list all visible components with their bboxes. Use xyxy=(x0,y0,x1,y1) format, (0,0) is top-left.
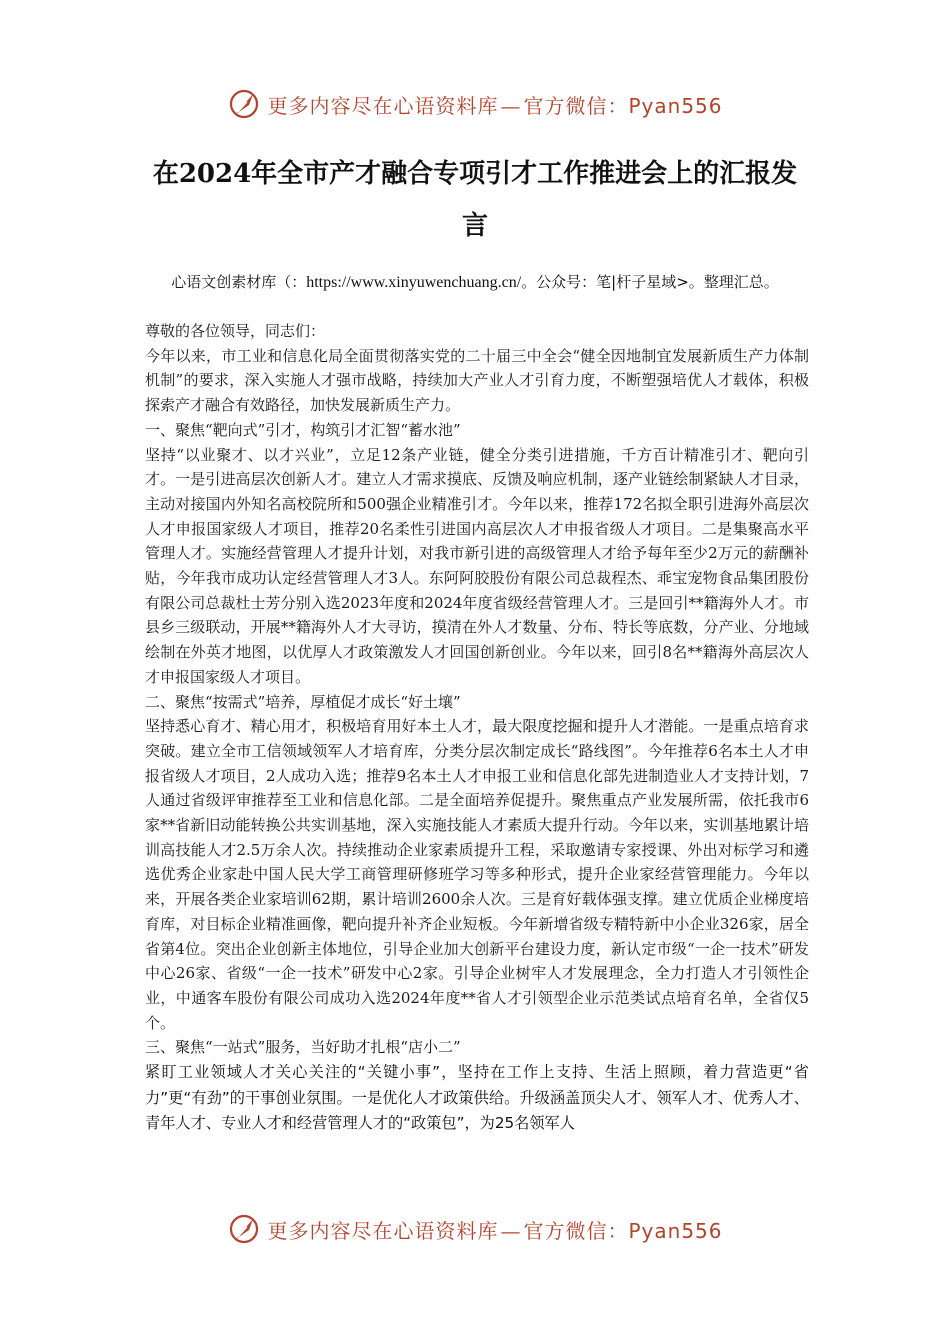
watermark-text: 更多内容尽在心语资料库 — 官方微信：Pyan556 xyxy=(267,1218,723,1243)
document-title: 在2024年全市产才融合专项引才工作推进会上的汇报发言 xyxy=(152,159,798,241)
section-heading-1: 一、聚焦“靶向式”引才，构筑引才汇智“蓄水池” xyxy=(145,420,461,439)
section-paragraph-1: 坚持“以业聚才、以才兴业”，立足12条产业链，健全分类引进措施，千方百计精准引才、靶向引才。一是引进高层次创新人才。建立人才需求摸底、反馈及响应机制，逐产业链绘制紧缺人才目录，主动对接国内外知名高校院所和500强企业精准引才。今年以来，推荐172名拟全职引进海外高层次人才申报国家级人才项目，推荐20名柔性引进国内高层次人才申报省级人才项目。二是集聚高水平管理人才。实施经营管理人才提升计划，对我市新引进的高级管理人才给予每年至少2万元的薪酬补贴，今年我市成功认定经营管理人才3人。东阿阿胶股份有限公司总裁程杰、乖宝宠物食品集团股份有限公司总裁杜士芳分别入选2023年度和2024年度省级经营管理人才。三是回引**籍海外人才。市县乡三级联动，开展**籍海外人才大寻访，摸清在外人才数量、分布、特长等底数，分产业、分地域绘制在外英才地图，以优厚人才政策激发人才回国创新创业。今年以来，回引8名**籍海外高层次人才申报国家级人才项目。 xyxy=(145,445,809,686)
section-paragraph-2: 坚持悉心育才、精心用才，积极培育用好本土人才，最大限度挖掘和提升人才潜能。一是重点培育求突破。建立全市工信领域领军人才培育库，分类分层次制定成长“路线图”。今年推荐6名本土人才申报省级人才项目，2人成功入选；推荐9名本土人才申报工业和信息化部先进制造业人才支持计划，7人通过省级评审推荐至工业和信息化部。二是全面培养促提升。聚焦重点产业发展所需，依托我市6家**省新旧动能转换公共实训基地，深入实施技能人才素质大提升行动。今年以来，实训基地累计培训高技能人才2.5万余人次。持续推动企业家素质提升工程，采取邀请专家授课、外出对标学习和遴选优秀企业家赴中国人民大学工商管理研修班学习等多种形式，提升企业家经营管理能力。今年以来，开展各类企业家培训62期，累计培训2600余人次。三是育好载体强支撑。建立优质企业梯度培育库，对目标企业精准画像，靶向提升补齐企业短板。今年新增省级专精特新中小企业326家，居全省第4位。突出企业创新主体地位，引导企业加大创新平台建设力度，新认定市级“一企一技术”研发中心26家、省级“一企一技术”研发中心2家。引导企业树牢人才发展理念，全力打造人才引领性企业，中通客车股份有限公司成功入选2024年度**省人才引领型企业示范类试点培育名单，全省仅5个。 xyxy=(145,717,809,1032)
watermark-banner-top xyxy=(0,84,950,124)
source-line: 心语文创素材库（：https://www.xinyuwenchuang.cn/。公众号：笔|杆子星域>。整理汇总。 xyxy=(171,273,779,291)
quill-logo-icon xyxy=(227,1212,261,1246)
document-body xyxy=(145,319,809,1137)
quill-logo-icon xyxy=(227,87,261,121)
watermark-text: 更多内容尽在心语资料库 — 官方微信：Pyan556 xyxy=(267,93,723,118)
section-paragraph-3: 紧盯工业领域人才关心关注的“关键小事”，坚持在工作上支持、生活上照顾，着力营造更“省力”更“有劲”的干事创业氛围。一是优化人才政策供给。升级涵盖顶尖人才、领军人才、优秀人才、青年人才、专业人才和经营管理人才的“政策包”，为25名领军人 xyxy=(145,1063,809,1133)
salutation: 尊敬的各位领导，同志们： xyxy=(145,322,326,340)
section-heading-2: 二、聚焦“按需式”培养，厚植促才成长“好土壤” xyxy=(145,692,461,711)
section-heading-3: 三、聚焦“一站式”服务，当好助才扎根“店小二” xyxy=(145,1038,461,1057)
watermark-banner-bottom xyxy=(0,1209,950,1249)
intro-paragraph: 今年以来，市工业和信息化局全面贯彻落实党的二十届三中全会“健全因地制宜发展新质生产力体制机制”的要求，深入实施人才强市战略，持续加大产业人才引育力度，不断塑强培优人才载体，积极探索产才融合有效路径，加快发展新质生产力。 xyxy=(145,346,809,415)
source-url: https://www.xinyuwenchuang.cn/ xyxy=(306,274,522,291)
